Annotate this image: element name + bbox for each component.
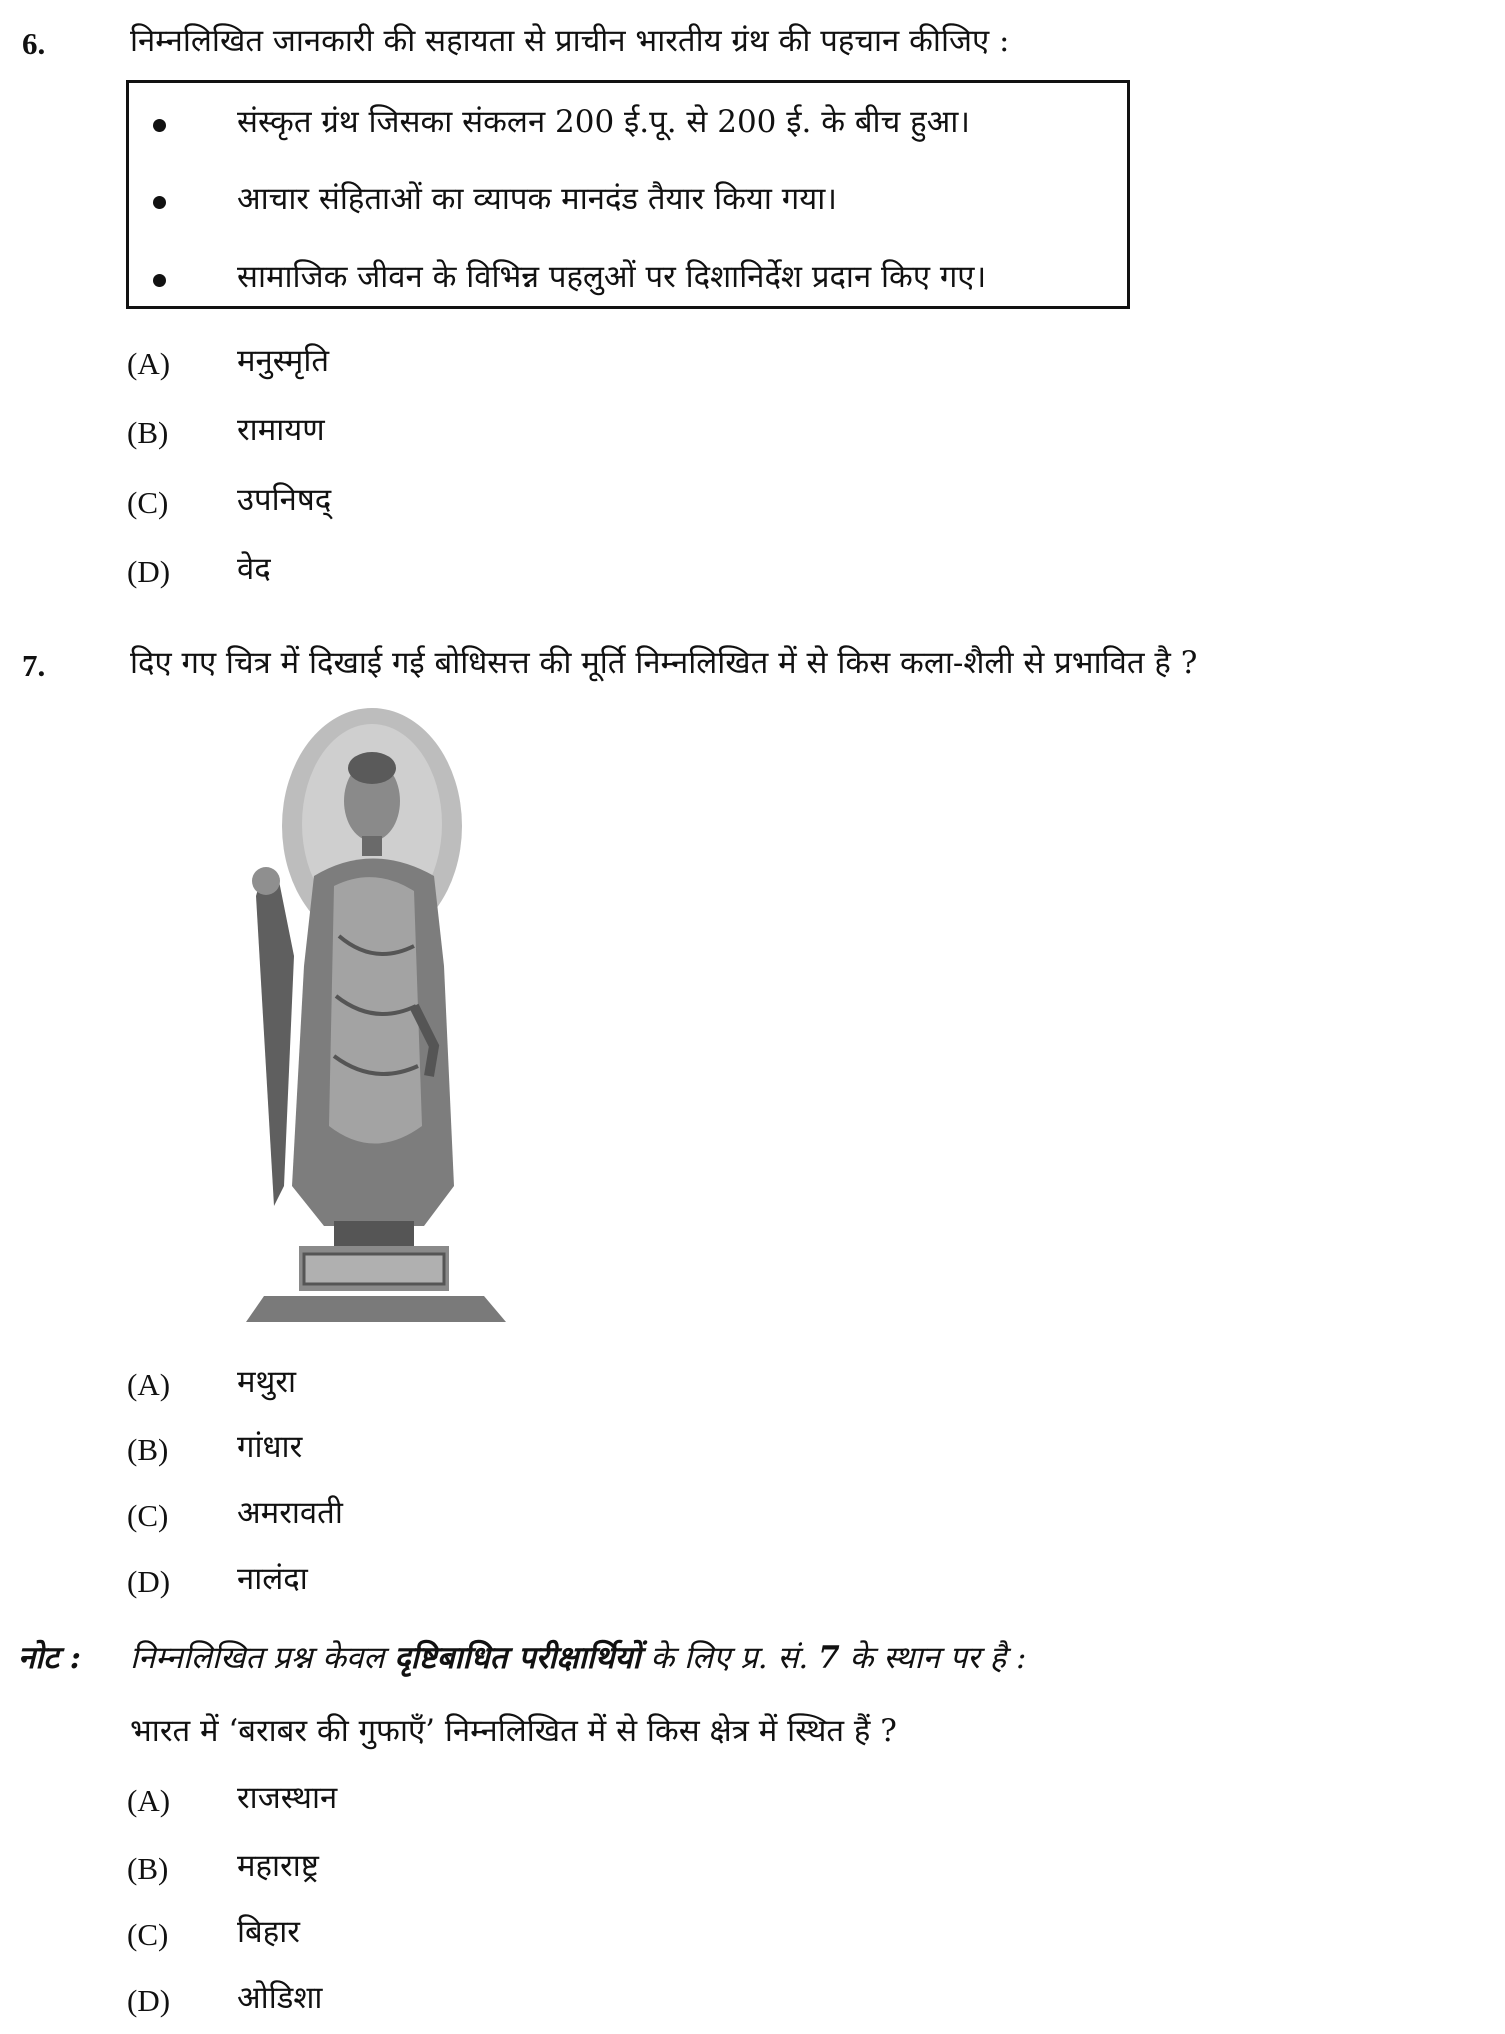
option-label: (C) [127, 1498, 169, 1533]
info-box [126, 80, 1130, 309]
bullet-icon [153, 196, 166, 209]
note-text-part: निम्नलिखित प्रश्न केवल [130, 1640, 385, 1676]
option-label: (C) [127, 1917, 169, 1952]
option-label: (B) [127, 415, 169, 450]
question-text: दिए गए चित्र में दिखाई गई बोधिसत्त की मूर्ति निम्नलिखित में से किस कला-शैली से प्रभावित है ? [130, 645, 1198, 681]
option-label: (D) [127, 1983, 171, 2018]
note-text [130, 1640, 1027, 1676]
note-text-emphasis: दृष्टिबाधित परीक्षार्थियों [394, 1640, 641, 1676]
option-text: ओडिशा [237, 1980, 323, 2016]
question-text: भारत में ‘बराबर की गुफाएँ’ निम्नलिखित में से किस क्षेत्र में स्थित हैं ? [130, 1713, 897, 1749]
option-text: मथुरा [237, 1364, 297, 1400]
option-label: (A) [127, 1783, 171, 1818]
option-label: (C) [127, 485, 169, 520]
option-label: (B) [127, 1432, 169, 1467]
option-label: (D) [127, 554, 171, 589]
note-question-ref: 7 [818, 1640, 840, 1676]
option-text: बिहार [237, 1914, 300, 1950]
option-label: (B) [127, 1851, 169, 1886]
option-text: नालंदा [237, 1561, 308, 1597]
note-text-part: के स्थान पर है : [849, 1640, 1027, 1676]
option-label: (D) [127, 1564, 171, 1599]
note-text-part: के लिए प्र. सं. [650, 1640, 809, 1676]
option-text: वेद [237, 551, 271, 587]
question-text: निम्नलिखित जानकारी की सहायता से प्राचीन भारतीय ग्रंथ की पहचान कीजिए : [130, 23, 1010, 59]
note-label: नोट : [18, 1640, 82, 1676]
option-text: मनुस्मृति [237, 343, 330, 379]
info-point: आचार संहिताओं का व्यापक मानदंड तैयार किया गया। [237, 181, 837, 217]
option-label: (A) [127, 1367, 171, 1402]
option-text: अमरावती [237, 1495, 343, 1531]
option-text: गांधार [237, 1429, 303, 1465]
option-text: उपनिषद् [237, 482, 332, 518]
info-point: सामाजिक जीवन के विभिन्न पहलुओं पर दिशानिर्देश प्रदान किए गए। [237, 259, 987, 295]
bullet-icon [153, 119, 166, 132]
option-text: राजस्थान [237, 1780, 338, 1816]
option-label: (A) [127, 346, 171, 381]
bullet-icon [153, 274, 166, 287]
question-number: 7. [22, 648, 46, 683]
option-text: रामायण [237, 412, 325, 448]
question-number: 6. [22, 26, 46, 61]
option-text: महाराष्ट्र [237, 1848, 319, 1884]
bodhisattva-statue-image [244, 706, 508, 1328]
info-point: संस्कृत ग्रंथ जिसका संकलन 200 ई.पू. से 200 ई. के बीच हुआ। [237, 104, 971, 140]
